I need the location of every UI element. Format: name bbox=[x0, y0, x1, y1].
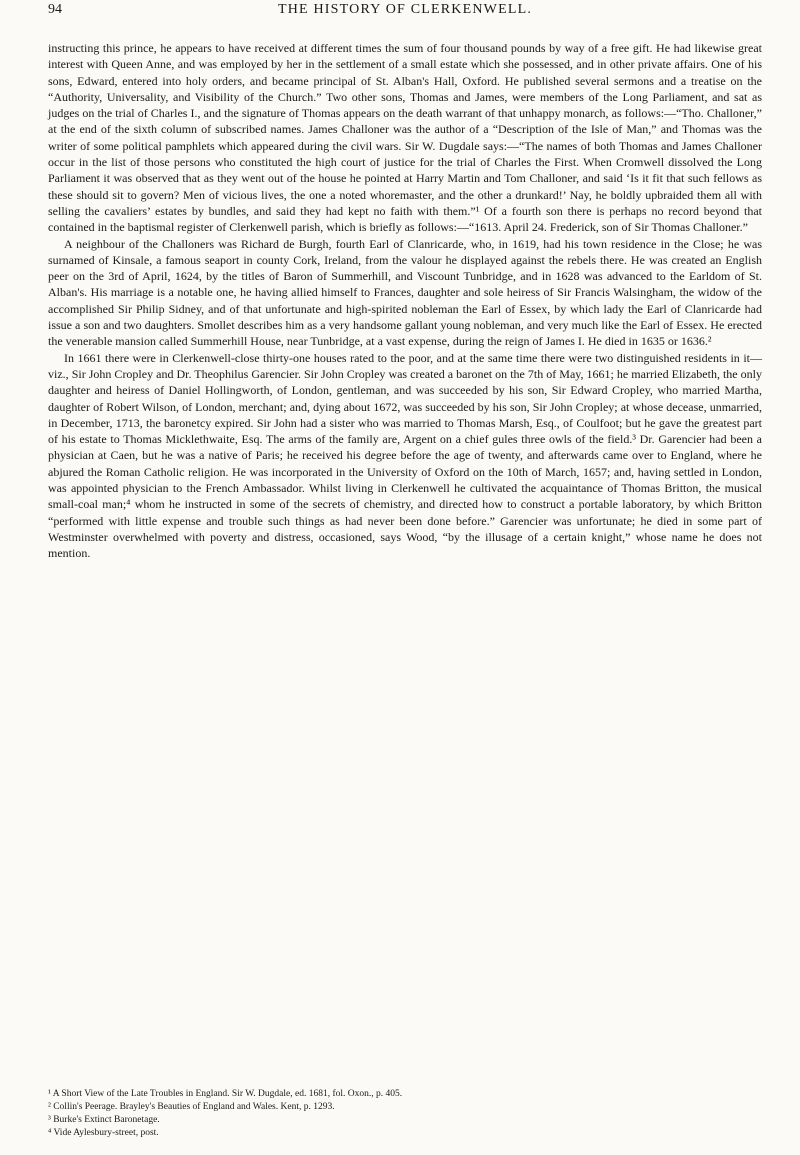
paragraph-challoner-sons: instructing this prince, he appears to have received at different times the sum of four thousand pounds by way of a free gift. He had likewise great interest with Queen Anne, and was employed by her in the settlement of a small estate which she possessed, and in other private affairs. One of his sons, Edward, entered into holy orders, and became principal of St. Alban's Hall, Oxford. He published several sermons and a treatise on the “Authority, Universality, and Visibility of the Church.” Two other sons, Thomas and James, were members of the Long Parliament, and sat as judges on the trial of Charles I., and the signature of Thomas appears on the death warrant of that unhappy monarch, as follows:—“Tho. Challoner,” at the end of the sixth column of subscribed names. James Challoner was the author of a “Description of the Isle of Man,” and Thomas was the writer of some political pamphlets which appeared during the civil wars. Sir W. Dugdale says:—“The names of both Thomas and James Challoner occur in the list of those persons who constituted the high court of justice for the trial of Charles the First. When Cromwell dissolved the Long Parliament it was observed that as they went out of the house he pointed at Harry Martin and Tom Challoner, and said ‘Is it fit that such fellows as these should sit to govern? Men of vicious lives, the one a noted whoremaster, and the other a drunkard!’ Nay, he boldly upbraided them all with selling the cavaliers’ estates by bundles, and said they had kept no faith with them.”¹ Of a fourth son there is perhaps no record beyond that contained in the baptismal register of Clerkenwell parish, which is briefly as follows:—“1613. April 24. Frederick, son of Sir Thomas Challoner.” bbox=[48, 41, 762, 235]
paragraph-clanricarde: A neighbour of the Challoners was Richard de Burgh, fourth Earl of Clanricarde, who, in 1619, had his town residence in the Close; he was surnamed of Kinsale, a famous seaport in county Cork, Ireland, from the valour he displayed against the rebels there. He was created an English peer on the 3rd of April, 1624, by the titles of Baron of Summerhill, and Viscount Tunbridge, and in 1628 was advanced to the Earldom of St. Alban's. His marriage is a notable one, he having allied himself to Frances, daughter and sole heiress of Sir Francis Walsingham, the widow of the accomplished Sir Philip Sidney, and of that unfortunate and high-spirited nobleman the Earl of Essex, by which lady the Earl of Clanricarde had issue a son and two daughters. Smollet describes him as a very handsome gallant young nobleman, and very much like the Earl of Essex. He erected the venerable mansion called Summerhill House, near Tunbridge, at a vast expense, during the reign of James I. He died in 1635 or 1636.² bbox=[48, 236, 762, 349]
footnote: ¹ A Short View of the Late Troubles in England. Sir W. Dugdale, ed. 1681, fol. Oxon., p. 405. bbox=[48, 1089, 403, 1099]
page-header bbox=[48, 0, 762, 36]
paragraph-cropley-garencier: In 1661 there were in Clerkenwell-close thirty-one houses rated to the poor, and at the same time there were two distinguished residents in it—viz., Sir John Cropley and Dr. Theophilus Garencier. Sir John Cropley was created a baronet on the 7th of May, 1661; he married Elizabeth, the only daughter and heiress of Daniel Hollingworth, of London, gentleman, and was succeeded by his son, Sir Edward Cropley, who married Martha, daughter of Robert Wilson, of London, merchant; and, dying about 1672, was succeeded by his son, Sir John Cropley; at whose decease, unmarried, in December, 1713, the baronetcy expired. Sir John had a sister who was married to Thomas Marsh, Esq., of Coulfoot; but he gave the greatest part of his estate to Thomas Micklethwaite, Esq. The arms of the family are, Argent on a chief gules three owls of the field.³ Dr. Garencier had been a physician at Caen, but he was a native of Paris; he received his degree before the age of twenty, and afterwards came over to England, where he abjured the Roman Catholic religion. He was incorporated in the University of Oxford on the 10th of March, 1657; and, having settled in London, was appointed physician to the French Ambassador. Whilst living in Clerkenwell he cultivated the acquaintance of Thomas Britton, the musical small-coal man;⁴ whom he instructed in some of the secrets of chemistry, and directed how to construct a portable laboratory, by which Britton “performed with little expense and trouble such things as had never been done before.” Garencier was unfortunate; he died in some part of Westminster overwhelmed with poverty and distress, occasioned, says Wood, “by the illusage of a certain knight,” whose name he does not mention. bbox=[48, 350, 762, 561]
footnote: ³ Burke's Extinct Baronetage. bbox=[48, 1115, 160, 1125]
running-title: THE HISTORY OF CLERKENWELL. bbox=[277, 2, 533, 17]
page-number: 94 bbox=[48, 2, 62, 17]
footnote: ² Collin's Peerage. Brayley's Beauties of England and Wales. Kent, p. 1293. bbox=[48, 1102, 335, 1112]
body-text bbox=[48, 40, 762, 562]
footnotes bbox=[48, 1088, 762, 1140]
footnote: ⁴ Vide Aylesbury-street, post. bbox=[48, 1128, 159, 1138]
